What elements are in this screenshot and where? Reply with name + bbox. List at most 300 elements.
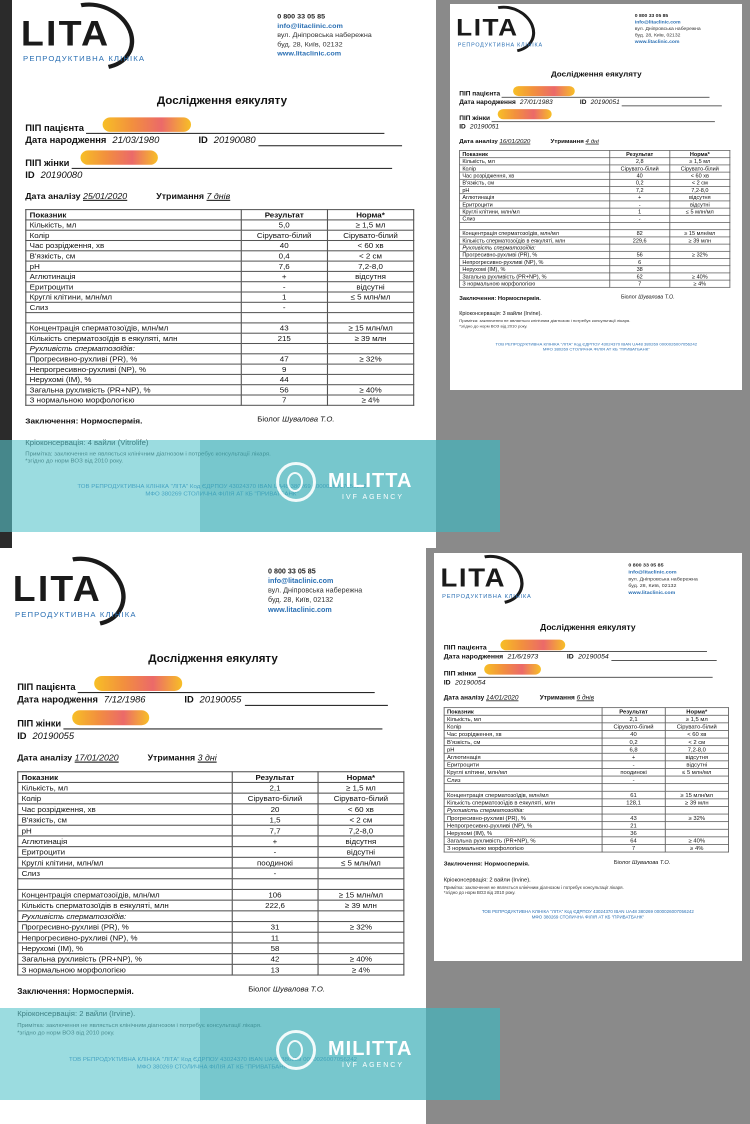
logo-subtitle: РЕПРОДУКТИВНА КЛІНІКА xyxy=(457,42,543,48)
result-cell: + xyxy=(610,194,670,201)
param-cell: Слиз xyxy=(26,302,241,312)
param-cell: pH xyxy=(26,261,241,271)
table-row xyxy=(460,208,730,215)
result-cell: 20 xyxy=(232,804,318,815)
result-cell: Сірувато-білий xyxy=(602,723,665,731)
email: info@litaclinic.com xyxy=(628,569,677,576)
norm-cell: відсутня xyxy=(318,836,404,847)
norm-cell xyxy=(327,374,413,384)
norm-cell: ≥ 40% xyxy=(327,385,413,395)
result-cell xyxy=(602,806,665,814)
address-line-1: вул. Дніпровська набережна xyxy=(268,587,363,595)
result-cell: 229,6 xyxy=(610,237,670,244)
table-row xyxy=(18,943,404,954)
doc-header xyxy=(450,4,742,56)
table-row xyxy=(444,723,728,731)
table-row xyxy=(26,282,414,292)
table-row xyxy=(26,292,414,302)
result-cell: 2,1 xyxy=(602,715,665,723)
norm-cell: < 60 хв xyxy=(665,730,728,738)
address-line-2: буд. 28, Київ, 02132 xyxy=(268,596,334,605)
table-row xyxy=(444,844,728,852)
email: info@litaclinic.com xyxy=(268,577,334,586)
param-cell: В'язкість, см xyxy=(444,738,602,746)
norm-cell xyxy=(318,911,404,922)
norm-cell: відсутні xyxy=(318,847,404,858)
result-cell: 43 xyxy=(602,814,665,822)
norm-cell xyxy=(665,829,728,837)
result-cell: 47 xyxy=(241,354,327,364)
norm-cell xyxy=(327,364,413,374)
result-cell: 222,6 xyxy=(232,900,318,911)
redaction-blot xyxy=(72,710,149,725)
norm-cell xyxy=(327,302,413,312)
param-cell: Непрогресивно-рухливі (NP), % xyxy=(444,822,602,830)
param-cell: Кількість сперматозоїдів в еякуляті, млн xyxy=(18,900,232,911)
table-row xyxy=(460,273,730,280)
table-row xyxy=(26,395,414,405)
param-cell: Нерухомі (IM), % xyxy=(18,943,232,954)
table-row xyxy=(444,715,728,723)
wife-row: ПІП жінки xyxy=(25,157,432,169)
result-cell: 6 xyxy=(610,259,670,266)
table-row xyxy=(444,814,728,822)
param-cell: Час розрідження, хв xyxy=(26,241,241,251)
norm-cell: 7,2-8,0 xyxy=(318,825,404,836)
param-cell: Аглютинація xyxy=(444,753,602,761)
param-cell: Час розрідження, хв xyxy=(444,730,602,738)
param-cell: З нормальною морфологією xyxy=(18,964,232,975)
param-cell: Еритроцити xyxy=(18,847,232,858)
table-row xyxy=(444,806,728,814)
norm-cell: відсутні xyxy=(665,761,728,769)
norm-cell: ≥ 39 млн xyxy=(665,799,728,807)
document-4 xyxy=(434,553,742,961)
watermark-agency: IVF AGENCY xyxy=(342,494,405,501)
table-row xyxy=(18,793,404,804)
norm-cell xyxy=(318,868,404,879)
address-line-2: буд. 28, Київ, 02132 xyxy=(628,583,677,589)
result-cell: 2,8 xyxy=(610,158,670,165)
clinic-contacts xyxy=(628,562,697,596)
result-cell: 44 xyxy=(241,374,327,384)
result-cell: 7 xyxy=(602,844,665,852)
norm-cell xyxy=(665,822,728,830)
table-row xyxy=(26,344,414,354)
result-cell: 1 xyxy=(241,292,327,302)
norm-cell: ≥ 40% xyxy=(665,837,728,845)
analysis-row: Дата аналізу 16/01/2020 Утримання 4 дні xyxy=(459,137,599,145)
param-cell: Кількість, мл xyxy=(26,220,241,230)
norm-cell: відсутня xyxy=(670,194,730,201)
phone: 0 800 33 05 85 xyxy=(634,13,669,19)
param-cell: Кількість сперматозоїдів в еякуляті, млн xyxy=(460,237,610,244)
lita-logo: LITA xyxy=(20,14,111,54)
dob-row: Дата народження 27/01/1983 ID 20190051 xyxy=(459,98,620,106)
norm-cell xyxy=(327,344,413,354)
result-cell: 82 xyxy=(610,230,670,237)
result-cell: 40 xyxy=(610,172,670,179)
table-row xyxy=(26,271,414,281)
table-row xyxy=(26,385,414,395)
param-cell: Колір xyxy=(26,230,241,240)
result-cell: 13 xyxy=(232,964,318,975)
norm-cell xyxy=(670,259,730,266)
result-cell: - xyxy=(610,215,670,222)
norm-cell: ≤ 5 млн/мл xyxy=(670,208,730,215)
param-cell: Еритроцити xyxy=(26,282,241,292)
table-row xyxy=(26,313,414,323)
norm-cell: ≥ 1,5 мл xyxy=(665,715,728,723)
dob-row: Дата народження 21/03/1980 ID 20190080 xyxy=(25,134,432,146)
address-line-1: вул. Дніпровська набережна xyxy=(277,31,372,40)
table-row xyxy=(460,165,730,172)
table-row xyxy=(444,738,728,746)
table-row xyxy=(26,241,414,251)
table-row xyxy=(460,280,730,287)
doc-header xyxy=(4,554,422,631)
param-cell: Кількість, мл xyxy=(460,158,610,165)
table-row xyxy=(18,900,404,911)
watermark-banner-bottom xyxy=(0,1008,500,1100)
param-cell: Слиз xyxy=(460,215,610,222)
table-row xyxy=(460,201,730,208)
table-row xyxy=(444,768,728,776)
norm-cell xyxy=(318,932,404,943)
table-row xyxy=(18,815,404,826)
conclusion: Заключення: Нормоспермія. Біолог Шувалова Т.О. xyxy=(459,294,675,302)
result-cell: - xyxy=(610,201,670,208)
result-cell: 0,2 xyxy=(602,738,665,746)
result-cell: 1 xyxy=(610,208,670,215)
redaction-blot xyxy=(498,109,552,119)
result-cell: 7 xyxy=(610,280,670,287)
norm-cell: ≥ 40% xyxy=(670,273,730,280)
redaction-blot xyxy=(500,640,565,651)
param-cell: Непрогресивно-рухливі (NP), % xyxy=(460,259,610,266)
table-row xyxy=(460,158,730,165)
cryopreservation: Кріоконсервація: 3 вайли (Irvine). xyxy=(459,311,542,317)
result-cell: 0,4 xyxy=(241,251,327,261)
result-cell: 42 xyxy=(232,954,318,965)
result-cell: - xyxy=(602,776,665,784)
norm-cell: ≥ 1,5 мл xyxy=(318,782,404,793)
patient-row: ПІП пацієнта xyxy=(25,122,432,134)
website: www.litaclinic.com xyxy=(268,606,332,614)
result-cell: 2,1 xyxy=(232,782,318,793)
norm-cell: ≥ 1,5 мл xyxy=(670,158,730,165)
result-cell: - xyxy=(241,302,327,312)
param-cell xyxy=(460,223,610,230)
param-cell: Рухливість сперматозоїдів: xyxy=(18,911,232,922)
redaction-blot xyxy=(513,86,575,96)
norm-cell: < 2 см xyxy=(665,738,728,746)
norm-cell: ≥ 4% xyxy=(318,964,404,975)
table-row xyxy=(460,215,730,222)
norm-cell: відсутні xyxy=(327,282,413,292)
param-cell: Нерухомі (IM), % xyxy=(444,829,602,837)
result-cell: 61 xyxy=(602,791,665,799)
doc-title: Дослідження еякуляту xyxy=(156,94,288,108)
result-cell: - xyxy=(602,761,665,769)
norm-cell xyxy=(318,943,404,954)
param-cell: Круглі клітини, млн/мл xyxy=(18,857,232,868)
param-cell xyxy=(444,784,602,792)
table-row xyxy=(26,230,414,240)
result-cell: 58 xyxy=(232,943,318,954)
table-row xyxy=(18,825,404,836)
results-table: Показник Результат Норма* Кількість, мл 2,1 ≥ 1,5 мл Колір Сірувато-білий Сірувато-білий Час розрідження, хв 40 < 60 хв В'язкість, см 0,2 < 2 см pH 6,8 7,2-8,0 Аглютинація + відсутня Еритроцити - відсутні Круглі клітини, млн/мл поодинокі ≤ 5 млн/мл Слиз - Концентрація сперматозоїдів, млн/мл 61 ≥ 15 млн/мл Кількість сперматозоїдів в еякуляті, млн 128,1 ≥ 39 млн Рухливість сперматозоїдів: Прогресивно-рухливі (PR), % 43 ≥ 32% Непрогресивно-рухливі (NP), % 21 Нерухомі (IM), % 36 Загальна рухливість (PR+NP), % 64 ≥ 40% З нормальною морфологією 7 ≥ 4% xyxy=(444,707,729,852)
website: www.litaclinic.com xyxy=(277,50,342,58)
param-cell: Прогресивно-рухливі (PR), % xyxy=(18,922,232,933)
norm-cell: ≥ 32% xyxy=(327,354,413,364)
table-row xyxy=(18,857,404,868)
table-row xyxy=(26,302,414,312)
param-cell: Час розрідження, хв xyxy=(460,172,610,179)
table-row xyxy=(444,829,728,837)
param-cell: Рухливість сперматозоїдів: xyxy=(460,244,610,251)
norm-cell: 7,2-8,0 xyxy=(670,187,730,194)
param-cell: Концентрація сперматозоїдів, млн/мл xyxy=(26,323,241,333)
result-cell: - xyxy=(232,847,318,858)
norm-cell xyxy=(665,776,728,784)
param-cell: Еритроцити xyxy=(444,761,602,769)
logo-subtitle: РЕПРОДУКТИВНА КЛІНІКА xyxy=(442,594,532,600)
param-cell: Час розрідження, хв xyxy=(18,804,232,815)
norm-cell: ≥ 32% xyxy=(318,922,404,933)
norm-cell xyxy=(665,784,728,792)
email: info@litaclinic.com xyxy=(277,22,343,30)
result-cell: 56 xyxy=(241,385,327,395)
table-row xyxy=(444,753,728,761)
phone: 0 800 33 05 85 xyxy=(277,13,326,21)
param-cell: Прогресивно-рухливі (PR), % xyxy=(26,354,241,364)
table-row xyxy=(460,230,730,237)
param-cell: Рухливість сперматозоїдів: xyxy=(26,344,241,354)
watermark-brand: MILITTA xyxy=(328,1038,413,1060)
norm-cell: ≥ 32% xyxy=(665,814,728,822)
patient-row: ПІП пацієнта xyxy=(17,680,422,693)
param-cell: Непрогресивно-рухливі (NP), % xyxy=(26,364,241,374)
table-row xyxy=(18,836,404,847)
result-cell: 7,6 xyxy=(241,261,327,271)
norm-cell: ≥ 39 млн xyxy=(670,237,730,244)
table-row xyxy=(444,730,728,738)
analysis-row: Дата аналізу 14/01/2020 Утримання 6 днів xyxy=(443,694,594,702)
table-row xyxy=(460,259,730,266)
param-cell: В'язкість, см xyxy=(18,815,232,826)
result-cell: 0,2 xyxy=(610,179,670,186)
result-cell: 7 xyxy=(241,395,327,405)
result-cell xyxy=(241,344,327,354)
result-cell: 40 xyxy=(602,730,665,738)
param-cell: Нерухомі (IM), % xyxy=(26,374,241,384)
norm-cell: < 2 см xyxy=(318,815,404,826)
wife-id-row: ID 20190080 xyxy=(25,169,83,181)
norm-cell: Сірувато-білий xyxy=(670,165,730,172)
norm-cell: 7,2-8,0 xyxy=(327,261,413,271)
norm-cell: ≥ 15 млн/мл xyxy=(665,791,728,799)
norm-cell: Сірувато-білий xyxy=(327,230,413,240)
param-cell: В'язкість, см xyxy=(460,179,610,186)
clinic-contacts xyxy=(268,567,362,615)
norm-cell: ≥ 39 млн xyxy=(327,333,413,343)
param-cell: Колір xyxy=(460,165,610,172)
param-cell: Круглі клітини, млн/мл xyxy=(26,292,241,302)
norm-cell: < 2 см xyxy=(670,179,730,186)
watermark-brand: MILITTA xyxy=(328,470,413,492)
result-cell: 21 xyxy=(602,822,665,830)
wife-row: ПІП жінки xyxy=(444,669,742,678)
norm-cell: ≤ 5 млн/мл xyxy=(318,857,404,868)
param-cell: Кількість, мл xyxy=(444,715,602,723)
note: Примітка: заключення не являється клінічним діагнозом і потребує консультації лікаря. *згідно до норм ВОЗ від 2010 року. xyxy=(443,885,624,896)
wife-id-row: ID 20190055 xyxy=(17,730,75,742)
watermark-banner-top xyxy=(0,440,500,532)
norm-cell: ≥ 1,5 мл xyxy=(327,220,413,230)
result-cell: 7,7 xyxy=(232,825,318,836)
table-row xyxy=(460,187,730,194)
norm-cell: Сірувато-білий xyxy=(318,793,404,804)
norm-cell: 7,2-8,0 xyxy=(665,746,728,754)
param-cell: Круглі клітини, млн/мл xyxy=(444,768,602,776)
table-row xyxy=(18,911,404,922)
table-row xyxy=(18,782,404,793)
result-cell: 106 xyxy=(232,889,318,900)
table-row xyxy=(26,251,414,261)
table-row xyxy=(460,172,730,179)
norm-cell: ≤ 5 млн/мл xyxy=(327,292,413,302)
norm-cell: ≥ 15 млн/мл xyxy=(670,230,730,237)
result-cell: + xyxy=(602,753,665,761)
result-cell: 64 xyxy=(602,837,665,845)
param-cell: З нормальною морфологією xyxy=(460,280,610,287)
norm-cell: ≥ 32% xyxy=(670,251,730,258)
website: www.litaclinic.com xyxy=(628,590,676,596)
param-cell: Кількість сперматозоїдів в еякуляті, млн xyxy=(26,333,241,343)
norm-cell: < 60 хв xyxy=(670,172,730,179)
table-row xyxy=(444,837,728,845)
table-row xyxy=(18,847,404,858)
param-cell xyxy=(26,313,241,323)
table-row xyxy=(444,784,728,792)
param-cell: Загальна рухливість (PR+NP), % xyxy=(444,837,602,845)
norm-cell: ≤ 5 млн/мл xyxy=(665,768,728,776)
norm-cell: відсутня xyxy=(327,271,413,281)
param-cell: Концентрація сперматозоїдів, млн/мл xyxy=(460,230,610,237)
conclusion: Заключення: Нормоспермія. Біолог Шувалова Т.О. xyxy=(443,860,671,867)
param-cell: Аглютинація xyxy=(460,194,610,201)
clinic-contacts xyxy=(635,13,701,45)
table-row xyxy=(444,746,728,754)
analysis-row: Дата аналізу 25/01/2020 Утримання 7 днів xyxy=(25,191,231,201)
table-row xyxy=(18,804,404,815)
norm-cell xyxy=(327,313,413,323)
result-cell: 128,1 xyxy=(602,799,665,807)
norm-cell xyxy=(318,879,404,890)
watermark-agency: IVF AGENCY xyxy=(342,1062,405,1069)
result-cell: 40 xyxy=(241,241,327,251)
result-cell: Сірувато-білий xyxy=(241,230,327,240)
table-row xyxy=(26,364,414,374)
result-cell xyxy=(232,911,318,922)
norm-cell: ≥ 40% xyxy=(318,954,404,965)
table-row xyxy=(18,879,404,890)
param-cell: Нерухомі (IM), % xyxy=(460,266,610,273)
result-cell: 215 xyxy=(241,333,327,343)
dob-row: Дата народження 21/6/1973 ID 20190054 xyxy=(443,652,609,661)
lita-logo: LITA xyxy=(12,568,102,610)
logo-subtitle: РЕПРОДУКТИВНА КЛІНІКА xyxy=(23,55,146,63)
address-line-2: буд. 28, Київ, 02132 xyxy=(634,32,681,38)
param-cell: Загальна рухливість (PR+NP), % xyxy=(26,385,241,395)
table-row xyxy=(444,776,728,784)
result-cell xyxy=(232,879,318,890)
table-row xyxy=(26,333,414,343)
result-cell: 9 xyxy=(241,364,327,374)
dob-row: Дата народження 7/12/1986 ID 20190055 xyxy=(17,693,422,706)
result-cell xyxy=(241,313,327,323)
param-cell: Рухливість сперматозоїдів: xyxy=(444,806,602,814)
table-row xyxy=(460,179,730,186)
doc-header xyxy=(12,0,432,74)
doc-header xyxy=(434,553,742,608)
norm-cell: ≥ 4% xyxy=(670,280,730,287)
patient-row: ПІП пацієнта xyxy=(459,89,742,98)
doc-title: Дослідження еякуляту xyxy=(148,652,278,666)
norm-cell: < 60 хв xyxy=(327,241,413,251)
table-row xyxy=(26,354,414,364)
redaction-blot xyxy=(81,150,158,164)
table-row xyxy=(18,954,404,965)
results-table: Показник Результат Норма* Кількість, мл 2,1 ≥ 1,5 мл Колір Сірувато-білий Сірувато-білий Час розрідження, хв 20 < 60 хв В'язкість, см 1,5 < 2 см pH 7,7 7,2-8,0 Аглютинація + відсутня Еритроцити - відсутні Круглі клітини, млн/мл поодинокі ≤ 5 млн/мл Слиз - Концентрація сперматозоїдів, млн/мл 106 ≥ 15 млн/мл Кількість сперматозоїдів в еякуляті, млн 222,6 ≥ 39 млн Рухливість сперматозоїдів: Прогресивно-рухливі (PR), % 31 ≥ 32% Непрогресивно-рухливі (NP), % 11 Нерухомі (IM), % 58 Загальна рухливість (PR+NP), % 42 ≥ 40% З нормальною морфологією 13 ≥ 4% xyxy=(17,771,404,975)
param-cell: pH xyxy=(18,825,232,836)
table-row xyxy=(18,922,404,933)
table-row xyxy=(444,761,728,769)
result-cell: 36 xyxy=(602,829,665,837)
table-row xyxy=(18,964,404,975)
table-row xyxy=(444,791,728,799)
result-cell: - xyxy=(232,868,318,879)
doc-title: Дослідження еякуляту xyxy=(540,622,636,633)
norm-cell xyxy=(670,215,730,222)
param-cell: З нормальною морфологією xyxy=(444,844,602,852)
norm-cell: ≥ 4% xyxy=(327,395,413,405)
table-row xyxy=(460,266,730,273)
param-cell: pH xyxy=(444,746,602,754)
email: info@litaclinic.com xyxy=(634,19,681,25)
result-cell: Сірувато-білий xyxy=(232,793,318,804)
wife-row: ПІП жінки xyxy=(459,113,742,122)
table-row xyxy=(18,889,404,900)
conclusion: Заключення: Нормоспермія. Біолог Шувалова Т.О. xyxy=(17,986,326,996)
result-cell xyxy=(602,784,665,792)
norm-cell: Сірувато-білий xyxy=(665,723,728,731)
table-row xyxy=(18,868,404,879)
website: www.litaclinic.com xyxy=(634,39,680,45)
norm-cell xyxy=(665,806,728,814)
address-line-2: буд. 28, Київ, 02132 xyxy=(277,41,343,49)
wife-id-row: ID 20190054 xyxy=(443,678,486,686)
param-cell: pH xyxy=(460,187,610,194)
result-cell: 56 xyxy=(610,251,670,258)
result-cell: Сірувато-білий xyxy=(610,165,670,172)
param-cell: Непрогресивно-рухливі (NP), % xyxy=(18,932,232,943)
result-cell: 1,5 xyxy=(232,815,318,826)
param-cell: Колір xyxy=(18,793,232,804)
result-cell: + xyxy=(241,271,327,281)
document-2 xyxy=(450,4,742,390)
